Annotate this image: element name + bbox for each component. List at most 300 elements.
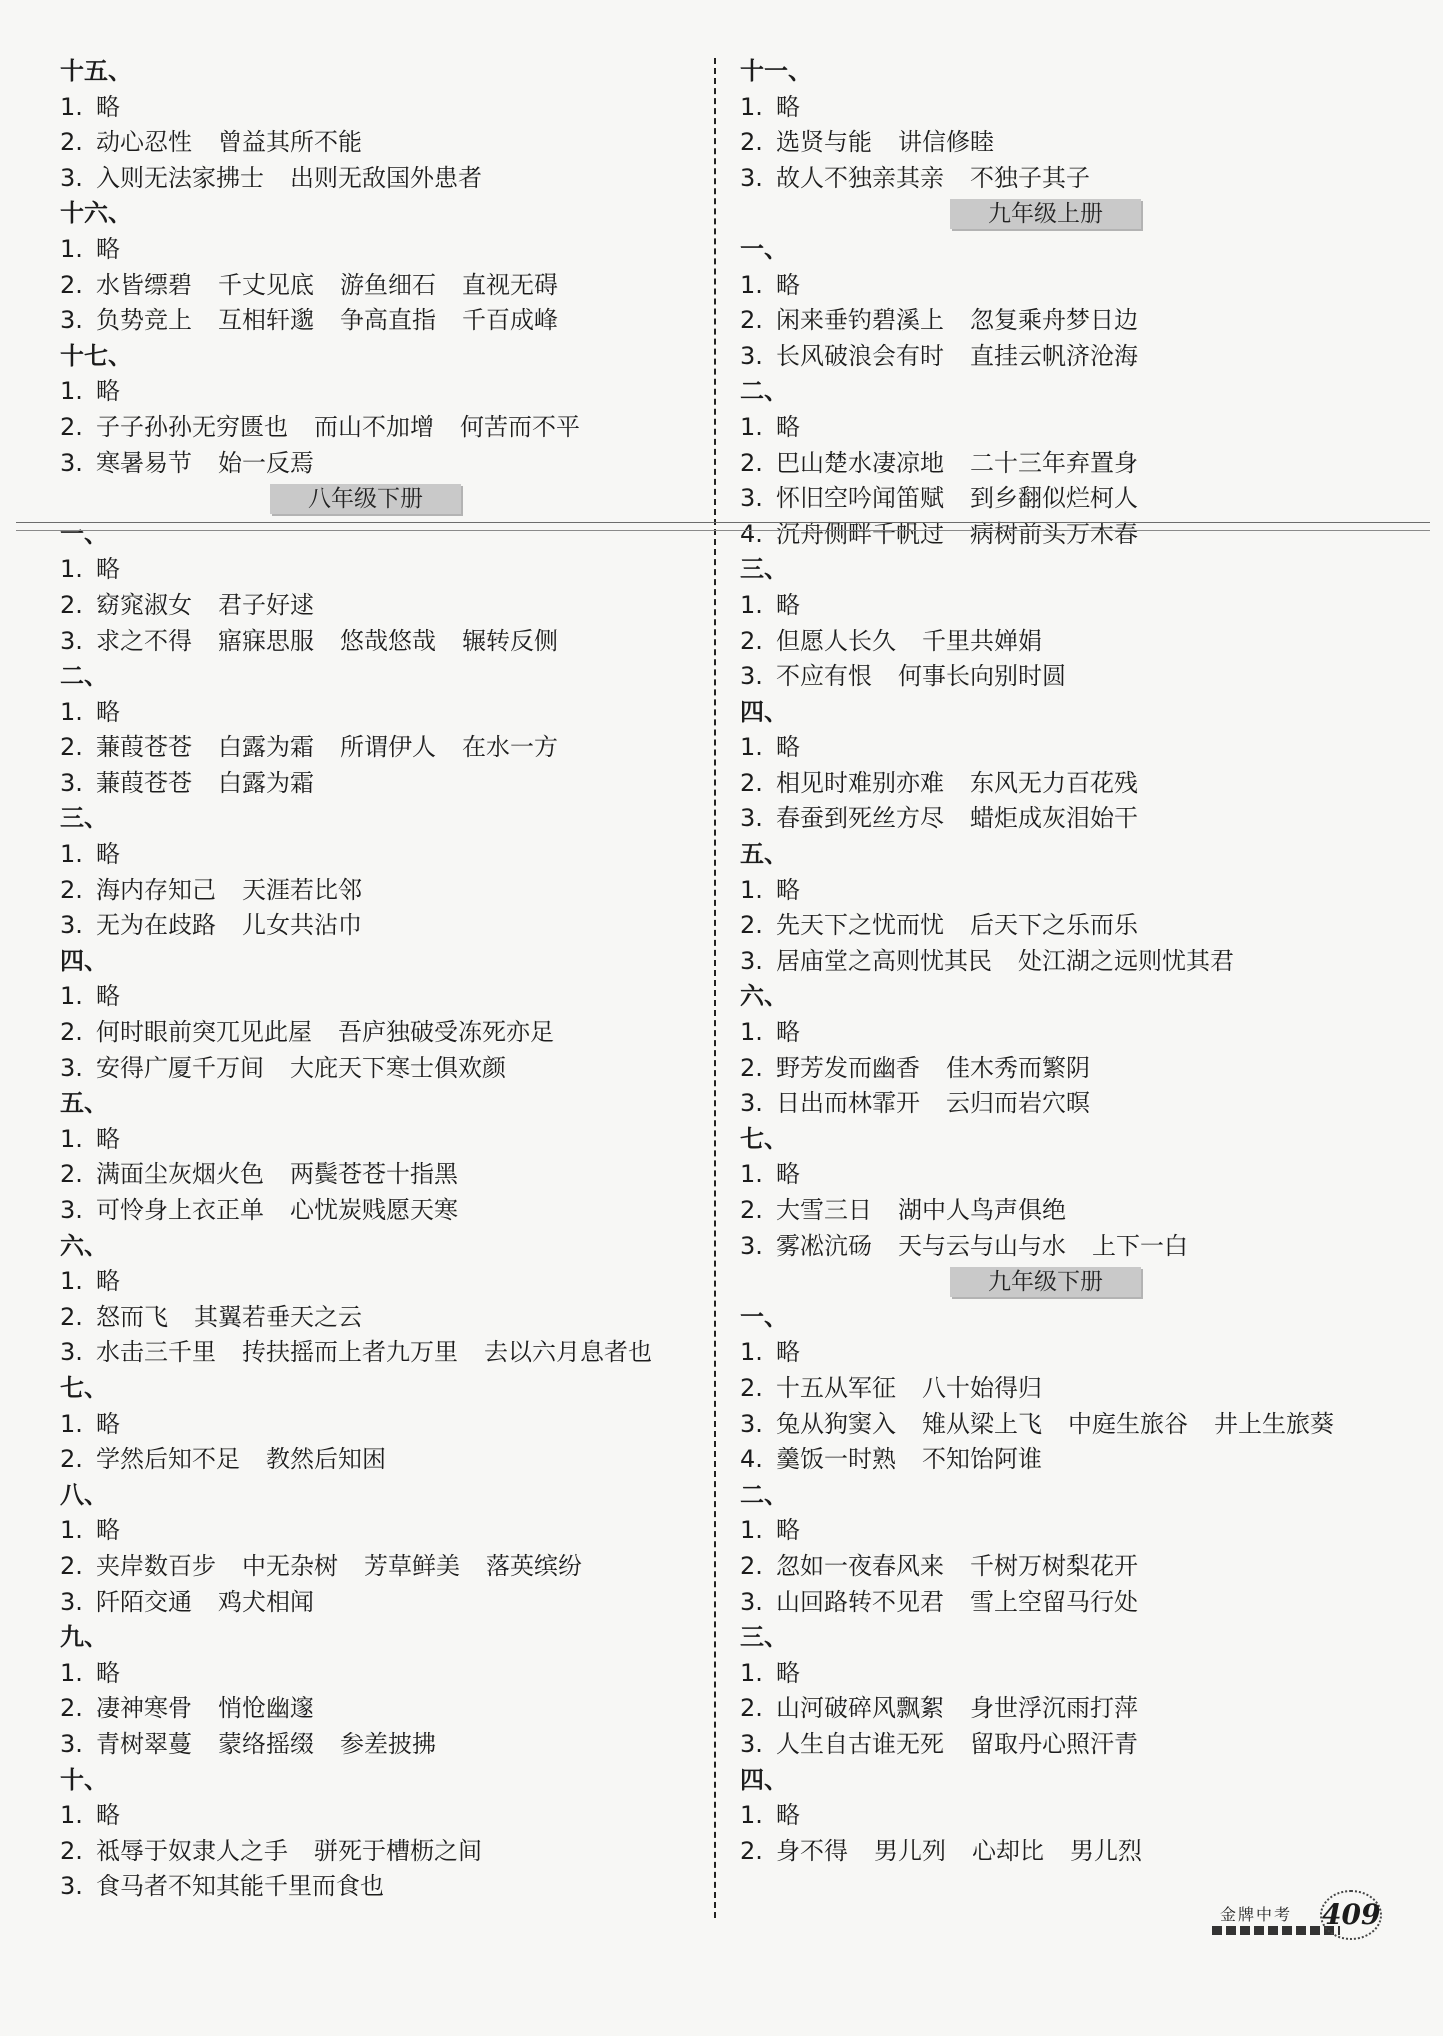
answer-phrase: 争高直指: [340, 306, 436, 335]
item-number: 3.: [740, 163, 763, 192]
item-number: 1.: [60, 234, 83, 263]
answer-item: [740, 1051, 1420, 1087]
answer-item: [740, 1229, 1420, 1265]
answer-phrase: 辗转反侧: [462, 626, 558, 655]
answer-item: [60, 410, 710, 446]
answer-item: [740, 659, 1420, 695]
grade-heading-label: 八年级下册: [270, 484, 461, 514]
answer-item: [60, 1834, 710, 1870]
answer-item: [60, 1407, 710, 1443]
answer-phrase: 天涯若比邻: [242, 875, 362, 904]
answer-item: [740, 161, 1420, 197]
answer-phrase: 留取丹心照汗青: [970, 1729, 1138, 1758]
answer-item: [60, 1051, 710, 1087]
answer-phrase: 鸡犬相闻: [218, 1587, 314, 1616]
item-number: 2.: [740, 1551, 763, 1580]
answer-item: [60, 446, 710, 482]
item-number: 1.: [60, 697, 83, 726]
item-number: 2.: [60, 1694, 83, 1723]
answer-phrase: 略: [96, 1658, 120, 1687]
answer-phrase: 略: [776, 1338, 800, 1367]
section-label: 三、: [60, 804, 108, 833]
answer-phrase: 蒹葭苍苍: [96, 733, 192, 762]
answer-phrase: 寤寐思服: [218, 626, 314, 655]
answer-phrase: 略: [776, 590, 800, 619]
answer-item: [740, 873, 1420, 909]
section-label: 十、: [60, 1765, 108, 1794]
answer-phrase: 白露为霜: [218, 768, 314, 797]
answer-phrase: 入则无法家拂士: [96, 163, 264, 192]
item-number: 3.: [740, 662, 763, 691]
item-number: 2.: [60, 875, 83, 904]
answer-phrase: 悄怆幽邃: [218, 1694, 314, 1723]
section-label: 八、: [60, 1480, 108, 1509]
section-label: 十六、: [60, 199, 132, 228]
answer-item: [60, 588, 710, 624]
item-number: 2.: [740, 1694, 763, 1723]
item-number: 2.: [60, 590, 83, 619]
item-number: 2.: [60, 412, 83, 441]
answer-item: [740, 1691, 1420, 1727]
answer-item: [740, 339, 1420, 375]
answer-item: [740, 1335, 1420, 1371]
answer-phrase: 身不得: [776, 1836, 848, 1865]
section-label: 七、: [740, 1124, 788, 1153]
answer-phrase: 忽复乘舟梦日边: [970, 306, 1138, 335]
answer-phrase: 讲信修睦: [898, 128, 994, 157]
item-number: 2.: [60, 1160, 83, 1189]
item-number: 3.: [60, 1053, 83, 1082]
item-number: 1.: [740, 1160, 763, 1189]
answer-phrase: 青树翠蔓: [96, 1729, 192, 1758]
answer-item: [740, 1798, 1420, 1834]
item-number: 3.: [60, 626, 83, 655]
answer-phrase: 千里共婵娟: [922, 626, 1042, 655]
item-number: 3.: [60, 1196, 83, 1224]
page-footer: [1206, 1890, 1386, 1946]
answer-phrase: 何苦而不平: [460, 412, 580, 441]
scan-fold-line: [16, 522, 1430, 523]
answer-phrase: 雾凇沆砀: [776, 1231, 872, 1260]
answer-phrase: 海内存知己: [96, 875, 216, 904]
answer-phrase: 蒙络摇缀: [218, 1729, 314, 1758]
answer-item: [740, 1834, 1420, 1870]
answer-phrase: 相见时难别亦难: [776, 768, 944, 797]
item-number: 3.: [740, 804, 763, 833]
answer-phrase: 无为在歧路: [96, 911, 216, 940]
answer-phrase: 君子好逑: [218, 590, 314, 619]
answer-item: [60, 232, 710, 268]
answer-phrase: 略: [96, 982, 120, 1011]
answer-item: [740, 268, 1420, 304]
section-label: 四、: [740, 697, 788, 726]
item-number: 3.: [60, 163, 83, 192]
section-label: 一、: [740, 234, 788, 263]
answer-phrase: 去以六月息者也: [484, 1338, 652, 1367]
answer-phrase: 略: [776, 1018, 800, 1047]
item-number: 1.: [740, 1516, 763, 1545]
answer-item: [740, 481, 1420, 517]
item-number: 4.: [740, 519, 763, 548]
item-number: 1.: [740, 875, 763, 904]
answer-phrase: 落英缤纷: [486, 1551, 582, 1580]
answer-phrase: 游鱼细石: [340, 270, 436, 299]
item-number: 2.: [740, 626, 763, 655]
item-number: 3.: [60, 306, 83, 335]
answer-item: [740, 1549, 1420, 1585]
answer-phrase: 略: [776, 270, 800, 299]
answer-phrase: 羹饭一时熟: [776, 1445, 896, 1474]
answer-phrase: 雉从梁上飞: [922, 1409, 1042, 1438]
answer-item: [740, 1371, 1420, 1407]
answer-phrase: 参差披拂: [340, 1729, 436, 1758]
answer-phrase: 上下一白: [1092, 1231, 1188, 1260]
answer-phrase: 窈窕淑女: [96, 590, 192, 619]
answer-item: [60, 1015, 710, 1051]
answer-phrase: 骈死于槽枥之间: [314, 1836, 482, 1865]
section-label: 五、: [740, 840, 788, 869]
answer-phrase: 蜡炬成灰泪始干: [970, 804, 1138, 833]
item-number: 1.: [60, 555, 83, 584]
answer-item: [740, 1727, 1420, 1763]
grade-heading: [60, 481, 710, 517]
answer-phrase: 寒暑易节: [96, 448, 192, 477]
answer-phrase: 所谓伊人: [340, 733, 436, 762]
answer-item: [60, 1335, 710, 1371]
answer-item: [740, 410, 1420, 446]
answer-phrase: 略: [776, 875, 800, 904]
answer-phrase: 男儿烈: [1070, 1836, 1142, 1865]
section-label: 九、: [60, 1623, 108, 1652]
answer-item: [740, 1015, 1420, 1051]
answer-phrase: 白露为霜: [218, 733, 314, 762]
item-number: 4.: [740, 1445, 763, 1474]
section-label: 十五、: [60, 57, 132, 85]
answer-item: [60, 303, 710, 339]
item-number: 1.: [740, 1801, 763, 1830]
answer-phrase: 儿女共沾巾: [242, 911, 362, 940]
section-label: 二、: [740, 377, 788, 406]
grade-heading: [740, 1264, 1420, 1300]
section-label: 二、: [740, 1480, 788, 1509]
answer-phrase: 略: [96, 697, 120, 726]
item-number: 1.: [740, 92, 763, 121]
item-number: 2.: [740, 448, 763, 477]
answer-item: [60, 766, 710, 802]
answer-phrase: 安得广厦千万间: [96, 1053, 264, 1082]
answer-item: [60, 161, 710, 197]
answer-item: [740, 588, 1420, 624]
item-number: 3.: [740, 484, 763, 513]
answer-phrase: 云归而岩穴暝: [946, 1089, 1090, 1118]
item-number: 3.: [740, 1409, 763, 1438]
answer-phrase: 不知饴阿谁: [922, 1445, 1042, 1474]
answer-phrase: 但愿人长久: [776, 626, 896, 655]
answer-item: [740, 908, 1420, 944]
answer-phrase: 男儿列: [874, 1836, 946, 1865]
item-number: 2.: [740, 1836, 763, 1865]
answer-item: [60, 90, 710, 126]
answer-item: [60, 1442, 710, 1478]
answer-item: [740, 446, 1420, 482]
answer-phrase: 略: [96, 1124, 120, 1153]
answer-phrase: 略: [776, 1160, 800, 1189]
item-number: 3.: [740, 341, 763, 370]
answer-phrase: 子子孙孙无穷匮也: [96, 412, 288, 441]
answer-item: [60, 624, 710, 660]
section-label: 六、: [740, 982, 788, 1011]
item-number: 3.: [740, 1729, 763, 1758]
answer-phrase: 蒹葭苍苍: [96, 768, 192, 797]
answer-phrase: 忽如一夜春风来: [776, 1551, 944, 1580]
grade-heading-label: 九年级上册: [950, 199, 1141, 229]
answer-phrase: 后天下之乐而乐: [970, 911, 1138, 940]
answer-phrase: 略: [96, 555, 120, 584]
item-number: 2.: [740, 128, 763, 157]
answer-item: [60, 1691, 710, 1727]
item-number: 2.: [60, 270, 83, 299]
answer-phrase: 心却比: [972, 1836, 1044, 1865]
answer-phrase: 略: [776, 412, 800, 441]
answer-phrase: 兔从狗窦入: [776, 1409, 896, 1438]
answer-phrase: 祗辱于奴隶人之手: [96, 1836, 288, 1865]
item-number: 1.: [60, 377, 83, 406]
item-number: 2.: [740, 768, 763, 797]
answer-phrase: 佳木秀而繁阴: [946, 1053, 1090, 1082]
answer-phrase: 大雪三日: [776, 1196, 872, 1224]
answer-item: [740, 1157, 1420, 1193]
answer-phrase: 八十始得归: [922, 1373, 1042, 1402]
answer-item: [60, 1513, 710, 1549]
answer-phrase: 何时眼前突兀见此屋: [96, 1018, 312, 1047]
answer-phrase: 千树万树梨花开: [970, 1551, 1138, 1580]
answer-phrase: 千百成峰: [462, 306, 558, 335]
section-label: 三、: [740, 555, 788, 584]
answer-item: [740, 730, 1420, 766]
answer-item: [60, 1798, 710, 1834]
answer-item: [740, 944, 1420, 980]
answer-phrase: 略: [96, 1409, 120, 1438]
answer-phrase: 水皆缥碧: [96, 270, 192, 299]
section-label: 一、: [60, 519, 108, 548]
item-number: 2.: [740, 1053, 763, 1082]
answer-item: [60, 1157, 710, 1193]
answer-phrase: 沉舟侧畔千帆过: [776, 519, 944, 548]
answer-phrase: 其翼若垂天之云: [194, 1302, 362, 1331]
answer-phrase: 山河破碎风飘絮: [776, 1694, 944, 1723]
item-number: 2.: [60, 1445, 83, 1474]
answer-phrase: 十五从军征: [776, 1373, 896, 1402]
answer-phrase: 直视无碍: [462, 270, 558, 299]
answer-phrase: 互相轩邈: [218, 306, 314, 335]
answer-phrase: 何事长向别时圆: [898, 662, 1066, 691]
item-number: 1.: [60, 1658, 83, 1687]
answer-item: [60, 1549, 710, 1585]
section-label: 四、: [740, 1765, 788, 1794]
item-number: 3.: [740, 1231, 763, 1260]
section-label: 五、: [60, 1089, 108, 1118]
item-number: 3.: [740, 1587, 763, 1616]
left-answer-column: [60, 54, 710, 1905]
answer-item: [60, 1122, 710, 1158]
answer-phrase: 可怜身上衣正单: [96, 1196, 264, 1224]
section-label: 三、: [740, 1623, 788, 1652]
answer-phrase: 略: [776, 733, 800, 762]
answer-item: [60, 125, 710, 161]
answer-phrase: 略: [776, 1516, 800, 1545]
answer-phrase: 阡陌交通: [96, 1587, 192, 1616]
item-number: 1.: [60, 1516, 83, 1545]
answer-phrase: 求之不得: [96, 626, 192, 655]
answer-phrase: 凄神寒骨: [96, 1694, 192, 1723]
item-number: 3.: [60, 1338, 83, 1367]
section-label: 二、: [60, 662, 108, 691]
item-number: 2.: [60, 128, 83, 157]
answer-item: [60, 1727, 710, 1763]
answer-phrase: 略: [96, 1801, 120, 1830]
answer-item: [60, 268, 710, 304]
item-number: 3.: [740, 1089, 763, 1118]
item-number: 1.: [60, 1124, 83, 1153]
item-number: 3.: [60, 1872, 83, 1901]
answer-phrase: 而山不加增: [314, 412, 434, 441]
answer-item: [740, 90, 1420, 126]
answer-phrase: 选贤与能: [776, 128, 872, 157]
answer-item: [740, 1656, 1420, 1692]
answer-phrase: 吾庐独破受冻死亦足: [338, 1018, 554, 1047]
answer-phrase: 二十三年弃置身: [970, 448, 1138, 477]
answer-phrase: 两鬓苍苍十指黑: [290, 1160, 458, 1189]
page-number: 409: [1320, 1890, 1382, 1940]
answer-item: [740, 1407, 1420, 1443]
answer-phrase: 略: [776, 1801, 800, 1830]
answer-phrase: 不独子其子: [970, 163, 1090, 192]
answer-item: [740, 125, 1420, 161]
answer-phrase: 身世浮沉雨打萍: [970, 1694, 1138, 1723]
answer-phrase: 夹岸数百步: [96, 1551, 216, 1580]
item-number: 2.: [740, 911, 763, 940]
item-number: 2.: [60, 1302, 83, 1331]
answer-phrase: 怀旧空吟闻笛赋: [776, 484, 944, 513]
item-number: 1.: [60, 840, 83, 869]
answer-phrase: 略: [96, 92, 120, 121]
item-number: 1.: [740, 590, 763, 619]
answer-item: [60, 979, 710, 1015]
answer-phrase: 曾益其所不能: [218, 128, 362, 157]
brand-name: 金牌中考: [1220, 1905, 1293, 1924]
section-label: 七、: [60, 1373, 108, 1402]
answer-phrase: 动心忍性: [96, 128, 192, 157]
right-answer-column: [740, 54, 1420, 1869]
answer-item: [740, 1585, 1420, 1621]
answer-phrase: 始一反焉: [218, 448, 314, 477]
item-number: 1.: [740, 733, 763, 762]
section-label: 一、: [740, 1302, 788, 1331]
answer-phrase: 食马者不知其能千里而食也: [96, 1872, 384, 1901]
answer-phrase: 人生自古谁无死: [776, 1729, 944, 1758]
item-number: 3.: [60, 768, 83, 797]
item-number: 1.: [60, 1409, 83, 1438]
answer-phrase: 略: [96, 1267, 120, 1296]
column-divider: [714, 58, 716, 1918]
brand-stripe: [1212, 1926, 1340, 1935]
answer-phrase: 湖中人鸟声俱绝: [898, 1196, 1066, 1224]
grade-heading: [740, 196, 1420, 232]
answer-item: [60, 837, 710, 873]
answer-phrase: 略: [776, 92, 800, 121]
answer-phrase: 教然后知困: [266, 1445, 386, 1474]
answer-phrase: 中庭生旅谷: [1068, 1409, 1188, 1438]
item-number: 3.: [740, 946, 763, 975]
item-number: 3.: [60, 448, 83, 477]
answer-phrase: 在水一方: [462, 733, 558, 762]
item-number: 2.: [740, 306, 763, 335]
answer-phrase: 到乡翻似烂柯人: [970, 484, 1138, 513]
answer-item: [740, 766, 1420, 802]
answer-phrase: 巴山楚水凄凉地: [776, 448, 944, 477]
scan-fold-line: [16, 530, 1430, 531]
item-number: 1.: [60, 92, 83, 121]
item-number: 2.: [740, 1196, 763, 1224]
answer-phrase: 山回路转不见君: [776, 1587, 944, 1616]
answer-item: [60, 1264, 710, 1300]
answer-phrase: 心忧炭贱愿天寒: [290, 1196, 458, 1224]
answer-phrase: 千丈见底: [218, 270, 314, 299]
answer-item: [60, 730, 710, 766]
answer-phrase: 水击三千里: [96, 1338, 216, 1367]
section-label: 六、: [60, 1231, 108, 1260]
answer-phrase: 直挂云帆济沧海: [970, 341, 1138, 370]
answer-phrase: 先天下之忧而忧: [776, 911, 944, 940]
answer-phrase: 抟扶摇而上者九万里: [242, 1338, 458, 1367]
item-number: 3.: [60, 911, 83, 940]
item-number: 1.: [740, 1658, 763, 1687]
answer-phrase: 居庙堂之高则忧其民: [776, 946, 992, 975]
section-label: 十七、: [60, 341, 132, 370]
answer-item: [60, 1869, 710, 1905]
item-number: 2.: [60, 1018, 83, 1047]
answer-phrase: 芳草鲜美: [364, 1551, 460, 1580]
answer-item: [60, 1300, 710, 1336]
answer-phrase: 学然后知不足: [96, 1445, 240, 1474]
answer-item: [740, 1513, 1420, 1549]
answer-phrase: 处江湖之远则忧其君: [1018, 946, 1234, 975]
answer-item: [60, 1656, 710, 1692]
item-number: 1.: [60, 1267, 83, 1296]
answer-item: [60, 873, 710, 909]
answer-item: [740, 1442, 1420, 1478]
answer-item: [740, 1086, 1420, 1122]
answer-item: [60, 1585, 710, 1621]
answer-phrase: 故人不独亲其亲: [776, 163, 944, 192]
answer-item: [60, 908, 710, 944]
answer-phrase: 出则无敌国外患者: [290, 163, 482, 192]
answer-phrase: 略: [96, 840, 120, 869]
answer-phrase: 春蚕到死丝方尽: [776, 804, 944, 833]
answer-phrase: 怒而飞: [96, 1302, 168, 1331]
item-number: 1.: [740, 1018, 763, 1047]
answer-phrase: 中无杂树: [242, 1551, 338, 1580]
item-number: 1.: [60, 1801, 83, 1830]
answer-phrase: 悠哉悠哉: [340, 626, 436, 655]
answer-phrase: 野芳发而幽香: [776, 1053, 920, 1082]
item-number: 1.: [60, 982, 83, 1011]
item-number: 2.: [60, 1836, 83, 1865]
answer-phrase: 井上生旅葵: [1214, 1409, 1334, 1438]
answer-item: [740, 624, 1420, 660]
item-number: 3.: [60, 1587, 83, 1616]
item-number: 3.: [60, 1729, 83, 1758]
